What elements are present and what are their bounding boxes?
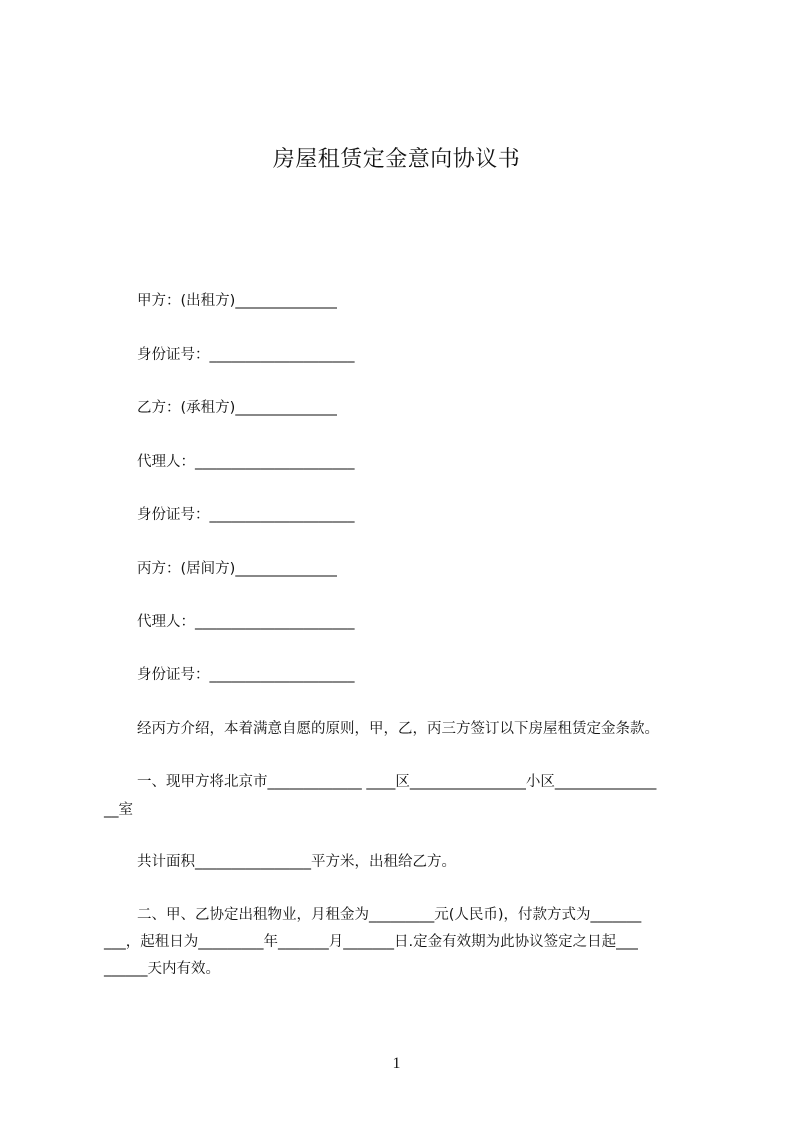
clause-2-line-2: ___，起租日为_________年_______月_______日.定金有效期为此协议签定之日起___ (104, 934, 638, 950)
party-c-id-line: 身份证号：____________________ (137, 667, 355, 683)
area-line: 共计面积________________平方米，出租给乙方。 (137, 854, 456, 870)
clause-1-line-2: __室 (104, 802, 133, 818)
party-c-line: 丙方：(居间方)______________ (137, 561, 337, 577)
party-a-id-line: 身份证号：____________________ (137, 347, 355, 363)
party-a-line: 甲方：(出租方)______________ (137, 293, 337, 309)
page-number: 1 (392, 1055, 401, 1072)
document-title: 房屋租赁定金意向协议书 (272, 147, 521, 172)
agent-line-1: 代理人：______________________ (137, 454, 355, 470)
clause-2-line-3: ______天内有效。 (104, 961, 220, 977)
party-b-line: 乙方：(承租方)______________ (137, 400, 337, 416)
clause-2-line-1: 二、甲、乙协定出租物业，月租金为_________元(人民币)，付款方式为_______ (137, 907, 642, 923)
intro-paragraph: 经丙方介绍，本着满意自愿的原则，甲，乙，丙三方签订以下房屋租赁定金条款。 (137, 721, 659, 737)
agent-line-2: 代理人：______________________ (137, 614, 355, 630)
clause-1-line-1: 一、现甲方将北京市_____________ ____区________________小区______________ (137, 774, 657, 790)
party-b-id-line: 身份证号：____________________ (137, 507, 355, 523)
